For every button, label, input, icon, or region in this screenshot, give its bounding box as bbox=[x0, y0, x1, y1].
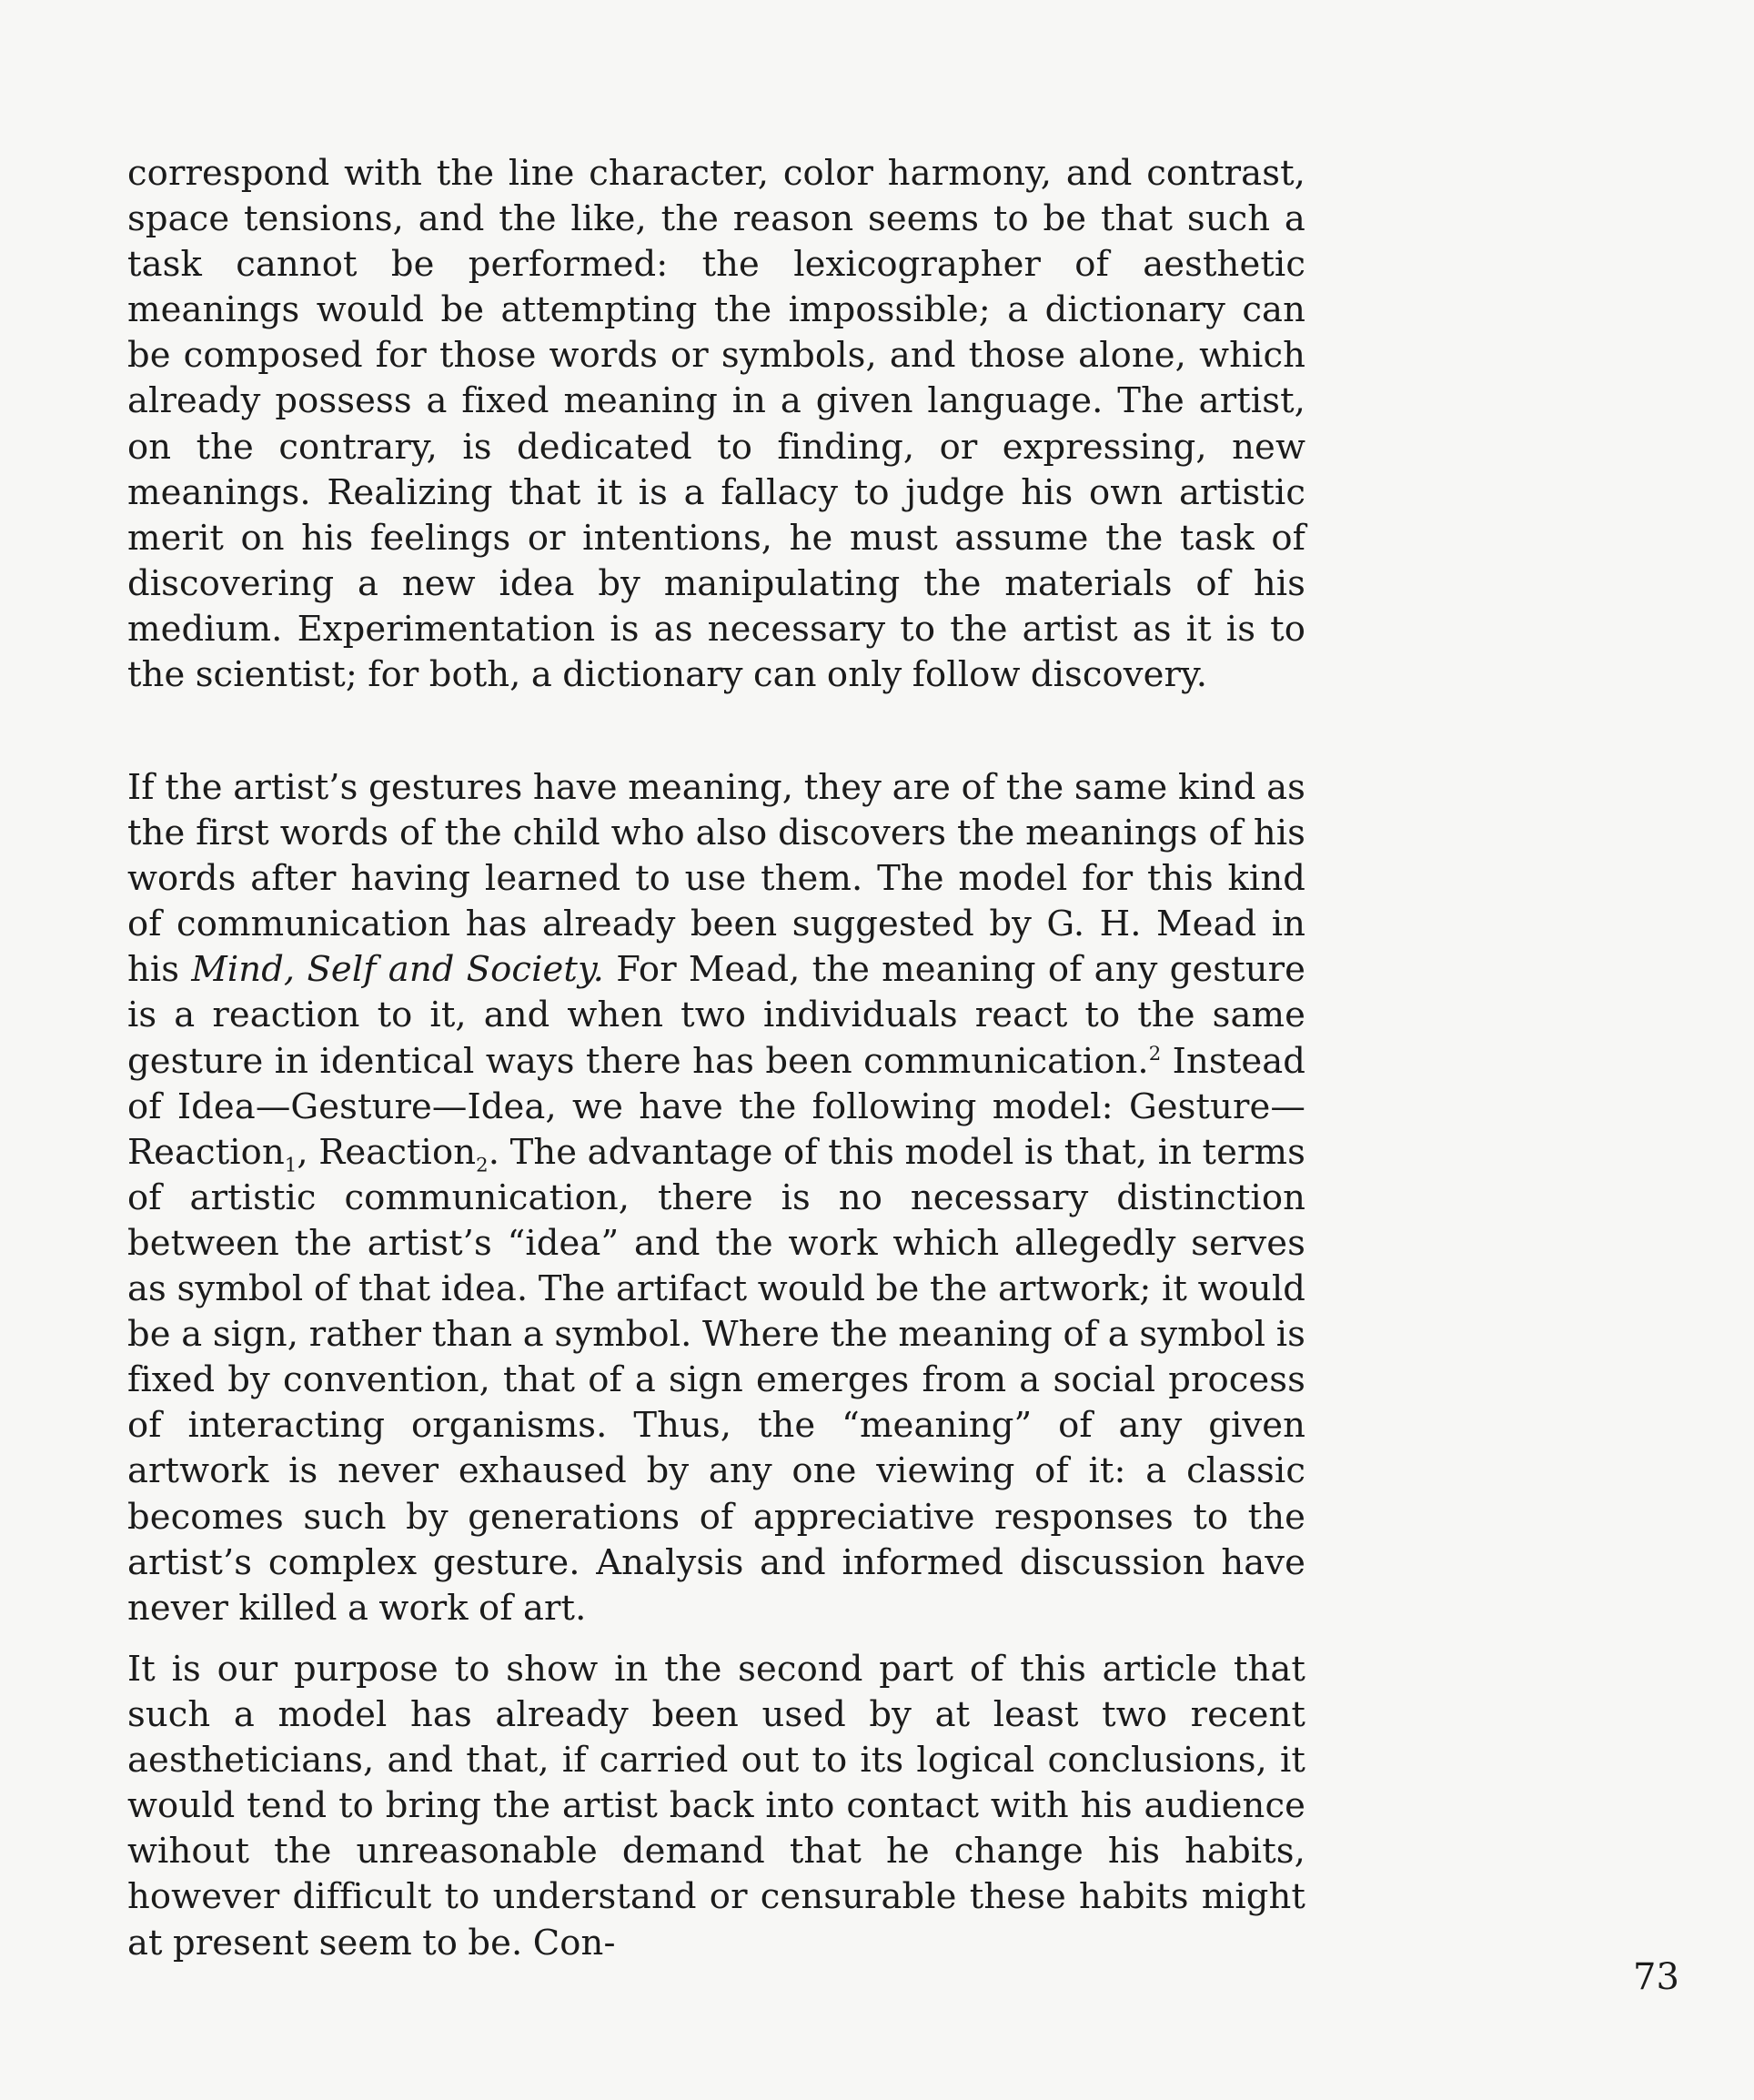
paragraph bbox=[127, 151, 1305, 698]
footnote-marker: 2 bbox=[1148, 1041, 1162, 1065]
subscript: 1 bbox=[284, 1153, 297, 1176]
text-run: It is our purpose to show in the second part of this article that such a model has already been used by at least two recent aestheticians, and that, if carried out to its logical conclusions, it would tend to bring the artist back into contact with his audience wihout the unreasonable demand that he change his habits, however difficult to understand or censurable these habits might at present seem to be. Con- bbox=[127, 1649, 1305, 1964]
italic-title: Mind, Self and Society. bbox=[191, 949, 605, 991]
text-run: For Mead, the meaning of any gesture is a reaction to it, and when two individuals react to the same gesture in identical ways there has been communication. bbox=[127, 949, 1305, 1082]
paragraph bbox=[127, 1647, 1305, 1966]
text-run: , Reaction bbox=[297, 1131, 477, 1173]
page-number: 73 bbox=[1633, 1956, 1679, 1998]
text-run: If the artist’s gestures have meaning, they are of the same kind as the first words of the child who also discovers the meanings of his words after having learned to use them. The model for this kind of communication has already been suggested by G. H. Mead in his bbox=[127, 767, 1305, 991]
text-run: . The advantage of this model is that, in terms of artistic communication, there is no necessary distinction between the artist’s “idea” and the work which allegedly serves as symbol of that idea. The artifact would be the artwork; it would be a sign, rather than a symbol. Where the meaning of a symbol is fixed by convention, that of a sign emerges from a social process of interacting organisms. Thus, the “meaning” of any given artwork is never exhaused by any one viewing of it: a classic becomes such by generations of appreciative responses to the artist’s complex gesture. Analysis and informed discussion have never killed a work of art. bbox=[127, 1131, 1305, 1629]
subscript: 2 bbox=[476, 1153, 489, 1176]
paragraph bbox=[127, 765, 1305, 1631]
text-run: Instead of Idea—Gesture—Idea, we have the following model: Gesture—Reaction bbox=[127, 1040, 1305, 1173]
text-run: correspond with the line character, color harmony, and contrast, space tensions, and the like, the reason seems to be that such a task cannot be performed: the lexicographer of aesthetic meanings would be attempting the impossible; a dictionary can be composed for those words or symbols, and those alone, which already possess a fixed meaning in a given language. The artist, on the contrary, is dedicated to finding, or expressing, new meanings. Realizing that it is a fallacy to judge his own artistic merit on his feelings or intentions, he must assume the task of discovering a new idea by manipulating the materials of his medium. Experimentation is as necessary to the artist as it is to the scientist; for both, a dictionary can only follow discovery. bbox=[127, 153, 1305, 696]
